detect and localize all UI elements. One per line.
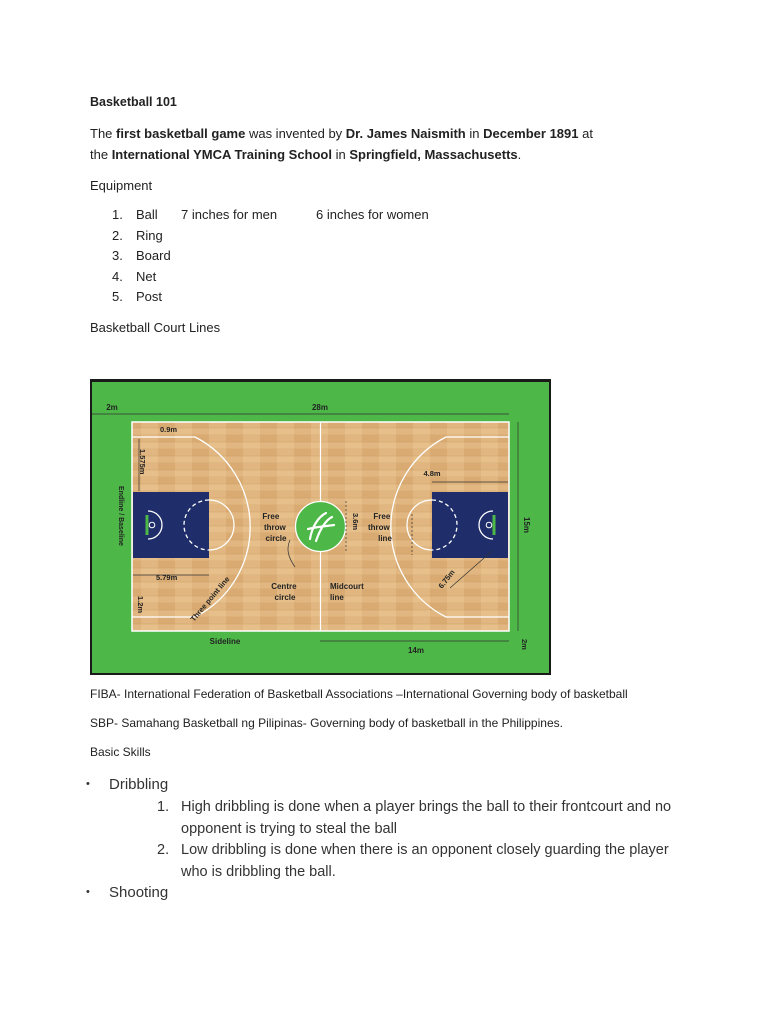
skill-subitem bbox=[157, 796, 697, 840]
list-number: 2. bbox=[112, 227, 123, 243]
skill-label: Shooting bbox=[109, 884, 169, 901]
sbp-definition: SBP- Samahang Basketball ng Pilipinas- Governing body of basketball in the Philippines. bbox=[90, 716, 563, 730]
skill-subitem bbox=[157, 839, 697, 883]
dim-14m: 14m bbox=[407, 646, 425, 655]
dim-2m-top: 2m bbox=[106, 403, 118, 412]
sideline-label: Sideline bbox=[209, 637, 241, 646]
dim-5-79m: 5.79m bbox=[156, 573, 178, 582]
dim-2m-side: 2m bbox=[520, 639, 529, 650]
intro-bold: first basketball game bbox=[116, 126, 246, 141]
endline-label: Endline / Baseline bbox=[117, 486, 124, 546]
intro-text: . bbox=[517, 147, 522, 162]
skill-bullet-shooting bbox=[86, 883, 386, 902]
subitem-number: 1. bbox=[157, 799, 170, 815]
dim-1-2m: 1.2m bbox=[136, 596, 145, 614]
intro-bold: Springfield, Massachusetts bbox=[349, 147, 518, 162]
label-line: circle bbox=[265, 534, 287, 543]
intro-bold: Dr. James Naismith bbox=[345, 126, 466, 141]
doc-title: Basketball 101 bbox=[90, 95, 177, 109]
list-number: 5. bbox=[112, 289, 123, 304]
label-line: Free bbox=[262, 512, 280, 521]
label-line: line bbox=[378, 534, 392, 543]
dim-15m: 15m bbox=[522, 517, 531, 534]
list-label: Board bbox=[136, 248, 171, 263]
list-number: 4. bbox=[112, 268, 123, 284]
list-number: 3. bbox=[112, 248, 123, 263]
intro-line-1 bbox=[90, 126, 593, 142]
intro-line-2 bbox=[90, 147, 521, 163]
intro-bold: International YMCA Training School bbox=[111, 147, 332, 162]
dim-6-75m: 6.75m bbox=[436, 567, 457, 591]
label-line: Centre bbox=[271, 582, 297, 591]
dim-4-8m: 4.8m bbox=[423, 469, 441, 478]
intro-text: at bbox=[578, 126, 593, 141]
list-label: Post bbox=[136, 289, 163, 304]
subitem-number: 2. bbox=[157, 842, 170, 858]
skill-bullet-dribbling bbox=[86, 775, 386, 794]
bullet-icon: • bbox=[86, 886, 90, 898]
bullet-icon: • bbox=[86, 778, 90, 790]
list-label: Net bbox=[136, 268, 157, 284]
dim-28m: 28m bbox=[311, 403, 329, 412]
label-line: line bbox=[330, 593, 344, 602]
list-number: 1. bbox=[112, 207, 123, 222]
dim-0-9m: 0.9m bbox=[160, 425, 178, 434]
list-label: Ring bbox=[136, 227, 163, 243]
ball-size-men: 7 inches for men bbox=[181, 207, 278, 222]
label-line: Free bbox=[373, 512, 391, 521]
three-point-label: Three point line bbox=[188, 574, 232, 624]
list-label: Ball bbox=[136, 207, 158, 222]
label-line: circle bbox=[274, 593, 296, 602]
dim-3-6m: 3.6m bbox=[351, 513, 360, 531]
intro-text: in bbox=[331, 147, 350, 162]
subitem-text: High dribbling is done when a player brings the ball to their frontcourt and no opponent is trying to steal the ball bbox=[181, 799, 672, 837]
key-left bbox=[133, 492, 209, 558]
label-line: Midcourt bbox=[330, 582, 364, 591]
court-diagram bbox=[90, 379, 551, 675]
intro-text: was invented by bbox=[245, 126, 346, 141]
intro-bold: December 1891 bbox=[483, 126, 579, 141]
court-heading: Basketball Court Lines bbox=[90, 320, 221, 335]
fiba-definition: FIBA- International Federation of Basketball Associations –International Governing body of basketball bbox=[90, 687, 628, 701]
key-right bbox=[432, 492, 508, 558]
basic-skills-heading: Basic Skills bbox=[90, 745, 151, 759]
ball-size-women: 6 inches for women bbox=[316, 207, 429, 222]
intro-text: The bbox=[90, 126, 117, 141]
intro-text: in bbox=[465, 126, 484, 141]
equipment-heading: Equipment bbox=[90, 178, 153, 193]
subitem-text: Low dribbling is done when there is an opponent closely guarding the player who is dribbling the ball. bbox=[181, 842, 669, 880]
intro-text: the bbox=[90, 147, 112, 162]
label-line: throw bbox=[263, 523, 286, 532]
label-line: throw bbox=[367, 523, 390, 532]
dim-1-575m: 1.575m bbox=[138, 449, 147, 475]
skill-label: Dribbling bbox=[109, 776, 169, 793]
